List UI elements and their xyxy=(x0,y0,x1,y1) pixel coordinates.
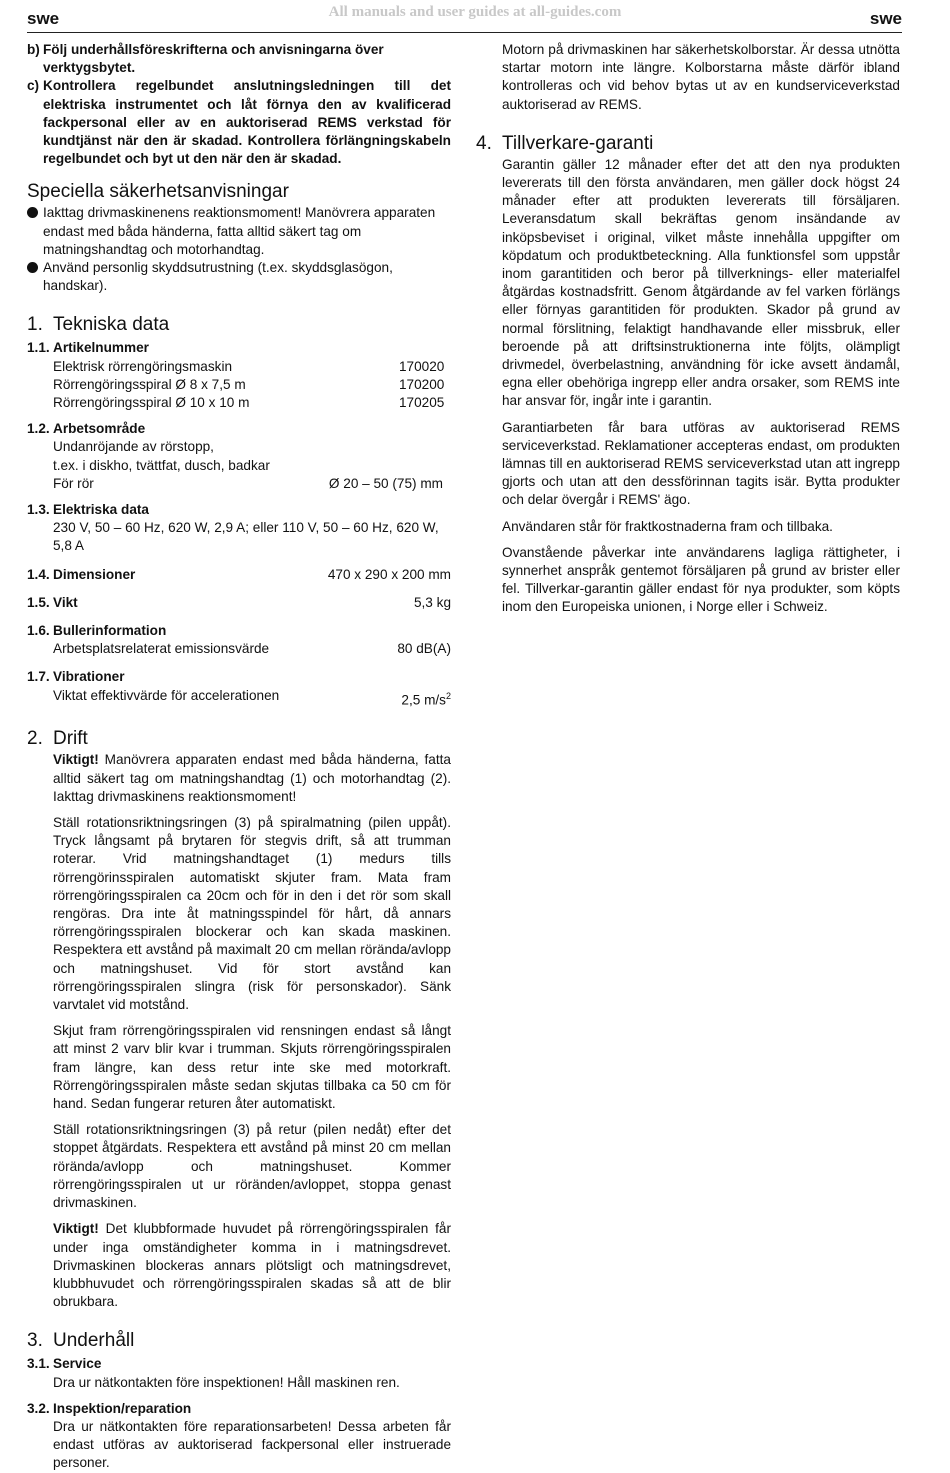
bullet-item xyxy=(27,204,451,259)
subsection-1-7 xyxy=(27,668,451,686)
subsection-title: Dimensioner xyxy=(53,566,136,582)
subsection-3-2 xyxy=(27,1400,451,1418)
subsection-title: Service xyxy=(53,1356,102,1372)
subsection-title: Artikelnummer xyxy=(53,340,149,356)
paragraph: Motorn på drivmaskinen har säkerhetskolborstar. Är dessa utnötta startar motorn inte längre. Kolborstarna måste därför ibland kontrolleras och vid behov bytas ut av en kundserviceverkstad auktoriserad av REMS. xyxy=(502,42,900,112)
subsection-number: 1.3. xyxy=(27,502,50,518)
list-item-c xyxy=(27,77,451,168)
paragraph: Dra ur nätkontakten före inspektionen! Håll maskinen ren. xyxy=(53,1374,400,1390)
row-label: Rörrengöringsspiral Ø 10 x 10 m xyxy=(53,395,250,411)
noise-row xyxy=(27,640,451,658)
subsection-number: 1.7. xyxy=(27,669,50,685)
section-heading-4 xyxy=(476,132,900,156)
subsection-1-5 xyxy=(27,594,451,612)
vibration-exponent: 2 xyxy=(445,690,451,701)
subsection-1-6 xyxy=(27,622,451,640)
section-number: 3. xyxy=(27,1330,43,1352)
list-item-b xyxy=(27,41,451,77)
subsection-title: Vibrationer xyxy=(53,669,125,685)
row-label: Rörrengöringsspiral Ø 8 x 7,5 m xyxy=(53,376,246,392)
paragraph xyxy=(27,1220,451,1311)
subsection-title: Bullerinformation xyxy=(53,623,167,639)
subsection-number: 3.2. xyxy=(27,1400,50,1416)
section-heading-3 xyxy=(27,1329,451,1353)
subsection-number: 1.4. xyxy=(27,566,50,582)
table-row xyxy=(53,358,451,376)
row-value: 170205 xyxy=(399,395,445,411)
row-value: 170020 xyxy=(399,358,445,374)
subsection-number: 1.1. xyxy=(27,340,50,356)
paragraph: Ovanstående påverkar inte användarens lagliga rättigheter, i synnerhet anspråk gentemot försäljaren på grund av brister eller fel. Tillverkar-garantin gäller endast för nya produkter, som köpts inom den Europeiska unionen, i Norge eller i Schweiz. xyxy=(502,544,900,615)
subsection-1-4 xyxy=(27,566,451,584)
subsection-title: Elektriska data xyxy=(53,502,149,518)
paragraph: Ställ rotationsriktningsringen (3) på retur (pilen nedåt) efter det stoppet åtgärdats. Respektera ett avstånd på minst 20 cm mellan rörända/avlopp och matningshuset. Kommer rörrengöringsspiralen ut ur röränden/avloppet, stoppa genast drivmaskinen. xyxy=(53,1122,451,1211)
work-area-line: t.ex. i diskho, tvättfat, dusch, badkar xyxy=(53,457,270,473)
section-heading-2 xyxy=(27,727,451,751)
section-heading-special: Speciella säkerhetsanvisningar xyxy=(27,181,289,203)
weight-value: 5,3 kg xyxy=(413,594,451,610)
paragraph: Dra ur nätkontakten före reparationsarbeten! Dessa arbeten får endast utföras av auktoriserad fackpersonal eller instruerade personer. xyxy=(53,1418,451,1471)
section-heading-1 xyxy=(27,313,451,337)
paragraph-text: Manövrera apparaten endast med båda händerna, fatta alltid säkert tag om matningshandtag (1) och motorhandtag (2). Iakttag drivmaskinens reaktionsmoment! xyxy=(53,752,451,804)
right-column xyxy=(476,41,900,617)
work-area-block xyxy=(27,438,451,493)
section-number: 1. xyxy=(27,314,43,336)
paragraph: Garantin gäller 12 månader efter det att den nya produkten levererats till den första användaren, men gäller dock högst 24 månader efter att produkten levererats till försäljaren. Leveransdatum skall bekräftas genom insändande av inköpsbeviset i original, vilket måste innehålla uppgifter om köpdatum och produktbeteckning. Alla funktionsfel som uppstår inom garantitiden och beror på tillverknings- eller materialfel åtgärdas kostnadsfritt. Genom åtgärdande av fel varken förlängs eller förnyas garantitiden för produkten. Skador på grund av normal förslitning, felaktigt handhavande eller missbruk, eller beroende på att driftsinstruktionerna inte följts, olämpligt drivmedel, överbelastning, användning för icke avsett ändamål, egna eller obehöriga ingrepp eller andra orsaker, som REMS inte har ansvar för, ingår inte i garantin. xyxy=(502,156,900,409)
bullet-text: Iakttag drivmaskinenens reaktionsmoment! Manövrera apparaten endast med båda händerna, fatta alltid säkert tag om matningshandtag och motorhandtag. xyxy=(43,205,436,257)
paragraph: Användaren står för fraktkostnaderna fram och tillbaka. xyxy=(502,518,833,534)
section-title: Tekniska data xyxy=(53,314,170,336)
subsection-number: 1.5. xyxy=(27,594,50,610)
bullet-icon xyxy=(27,207,38,218)
subsection-title: Vikt xyxy=(53,594,78,610)
subsection-title: Inspektion/reparation xyxy=(53,1400,192,1416)
article-number-table xyxy=(27,358,451,413)
list-text: Kontrollera regelbundet anslutningsledningen till det elektriska instrumentet och låt förnya den av kvalificerad fackpersonal eller av en auktoriserad REMS verkstad för kundtjänst när den är skadad. Kontrollera förlängningskabeln regelbundet och byt ut den när den är skadad. xyxy=(43,78,451,167)
subsection-heading xyxy=(27,594,78,612)
vibration-value: 2,5 m/s xyxy=(401,692,446,708)
paragraph: Skjut fram rörrengöringsspiralen vid rensningen endast så långt att minst 2 varv blir kvar i trumman. Skjuts rörrengöringsspiralen fram längre, kan dess retur inte ske med motorkraft. Rörrengöringsspiralen måste sedan skjutas tillbaka ca 50 cm för hand. Sedan fungerar returen åter automatiskt. xyxy=(53,1023,451,1112)
bullet-icon xyxy=(27,262,38,273)
subsection-1-1 xyxy=(27,339,451,357)
list-letter: b) xyxy=(27,42,40,57)
row-label: För rör xyxy=(53,475,94,491)
work-area-line: Undanröjande av rörstopp, xyxy=(53,439,214,455)
subsection-heading xyxy=(27,566,135,584)
subsection-number: 3.1. xyxy=(27,1356,50,1372)
left-column xyxy=(27,41,451,1473)
header-rule xyxy=(27,32,902,33)
table-row xyxy=(53,376,451,394)
dimensions-value: 470 x 290 x 200 mm xyxy=(327,566,451,582)
paragraph xyxy=(27,751,451,806)
paragraph-text: Det klubbformade huvudet på rörrengöringsspiralen får under inga omständigheter komma in i matningsdrevet. Drivmaskinen blockeras annars plötsligt och matningsdrevet, klubbhuvudet och rörrengöringsspiralen skadas så att de blir obrukbara. xyxy=(53,1221,451,1310)
row-label: Viktat effektivvärde för accelerationen xyxy=(53,687,280,703)
section-number: 2. xyxy=(27,728,43,750)
emphasis: Viktigt! xyxy=(53,752,99,768)
row-value: 170200 xyxy=(399,376,445,392)
emphasis: Viktigt! xyxy=(53,1221,99,1237)
section-title: Underhåll xyxy=(53,1330,135,1352)
section-title: Tillverkare-garanti xyxy=(502,132,654,154)
paragraph: Garantiarbeten får bara utföras av auktoriserad REMS serviceverkstad. Reklamationer accepteras endast, om produkten lämnas till en auktoriserad REMS serviceverkstad utan att ingrepp gjorts och utan att den dessförinnan tagits isär. Bytta produkter och delar övergår i REMS' ägo. xyxy=(502,419,900,508)
language-label-right: swe xyxy=(869,9,902,28)
row-label: Elektrisk rörrengöringsmaskin xyxy=(53,358,233,374)
bullet-text: Använd personlig skyddsutrustning (t.ex. skyddsglasögon, handskar). xyxy=(43,260,393,294)
section-number: 4. xyxy=(476,132,492,154)
subsection-title: Arbetsområde xyxy=(53,421,146,437)
subsection-1-2 xyxy=(27,420,451,438)
paragraph: Ställ rotationsriktningsringen (3) på spiralmatning (pilen uppåt). Tryck långsamt på brytaren för stegvis drift, så att trumman roterar. Vrid matningshandtaget (1) medurs tills rörrengörinsspiralen automatiskt skjuter fram. Mata fram rörrengöringsspiralen ca 20cm och för in den i det rör som skall rengöras. Dra inte åt matningsspindel för hårt, då annars rörrengöringsspiralen blockerar och kan skada maskinen. Respektera ett avstånd på maximalt 20 cm mellan rörända/avlopp och matningshuset. Vid för stort avstånd kan rörrengöringsspiralen slingra (risk för personskador). Sänk varvtalet vid motstånd. xyxy=(53,815,451,1013)
subsection-3-1 xyxy=(27,1355,451,1373)
section-title: Drift xyxy=(53,728,88,750)
subsection-1-3 xyxy=(27,501,451,519)
vibration-row xyxy=(27,687,451,710)
table-row xyxy=(53,394,451,412)
bullet-item xyxy=(27,259,451,295)
row-value: Ø 20 – 50 (75) mm xyxy=(328,475,443,491)
list-letter: c) xyxy=(27,78,40,94)
watermark: All manuals and user guides at all-guides.com xyxy=(328,4,622,20)
table-row xyxy=(53,475,451,493)
electrical-data-text: 230 V, 50 – 60 Hz, 620 W, 2,9 A; eller 110 V, 50 – 60 Hz, 620 W, 5,8 A xyxy=(53,520,439,554)
subsection-number: 1.2. xyxy=(27,421,50,437)
row-value xyxy=(401,687,451,710)
language-label-left: swe xyxy=(27,9,60,28)
row-value: 80 dB(A) xyxy=(397,641,451,657)
subsection-number: 1.6. xyxy=(27,623,50,639)
row-label: Arbetsplatsrelaterat emissionsvärde xyxy=(53,641,270,657)
list-text: Följ underhållsföreskrifterna och anvisningarna över verktygsbytet. xyxy=(43,42,384,76)
